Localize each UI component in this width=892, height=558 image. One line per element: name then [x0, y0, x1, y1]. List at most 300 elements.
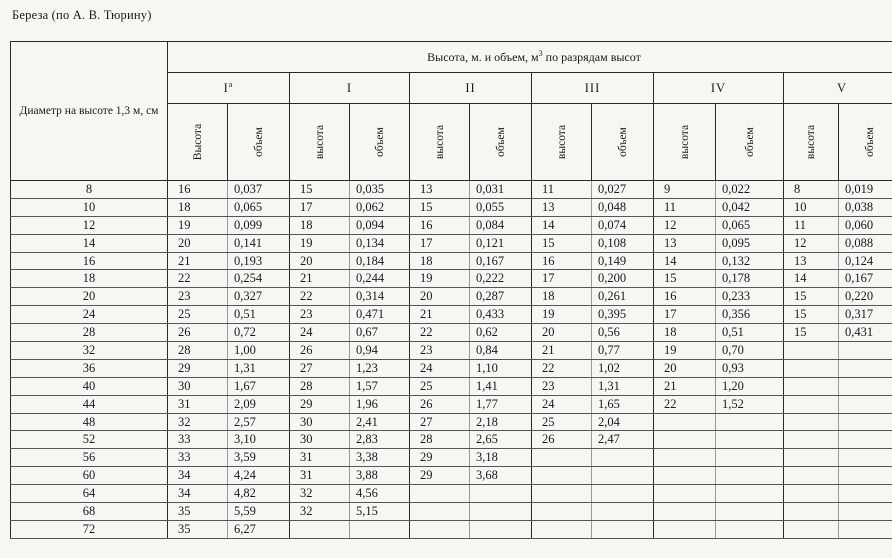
volume-cell: 0,222: [470, 270, 532, 288]
volume-cell: 1,96: [350, 395, 410, 413]
volume-cell: 1,10: [470, 359, 532, 377]
volume-cell: [839, 520, 892, 538]
volume-cell: 0,233: [716, 288, 784, 306]
table-row: [11, 467, 892, 485]
diameter-cell: 12: [11, 216, 168, 234]
volume-cell: 4,24: [228, 467, 290, 485]
height-cell: 25: [410, 377, 470, 395]
volume-cell: 0,048: [592, 198, 654, 216]
height-volume-header: Высота, м. и объем, $м^3$ по разрядам высот: [168, 42, 892, 73]
height-cell: [654, 431, 716, 449]
height-cell: 32: [290, 485, 350, 503]
volume-cell: 5,15: [350, 503, 410, 521]
table-row: [11, 413, 892, 431]
height-cell: [410, 485, 470, 503]
volume-cell: [839, 395, 892, 413]
diameter-cell: 18: [11, 270, 168, 288]
volume-subheader: объем: [470, 104, 532, 181]
volume-cell: [470, 485, 532, 503]
volume-cell: 0,327: [228, 288, 290, 306]
height-cell: 21: [410, 306, 470, 324]
height-cell: 20: [532, 324, 592, 342]
volume-cell: 1,77: [470, 395, 532, 413]
volume-cell: [716, 520, 784, 538]
table-row: [11, 270, 892, 288]
height-cell: 13: [532, 198, 592, 216]
height-cell: [654, 449, 716, 467]
volume-cell: 0,065: [716, 216, 784, 234]
height-cell: 20: [290, 252, 350, 270]
height-cell: 18: [654, 324, 716, 342]
height-cell: 28: [410, 431, 470, 449]
volume-cell: [592, 449, 654, 467]
volume-cell: 0,099: [228, 216, 290, 234]
height-cell: [784, 395, 839, 413]
volume-cell: 0,084: [470, 216, 532, 234]
diameter-cell: 68: [11, 503, 168, 521]
height-cell: 20: [654, 359, 716, 377]
table-row: [11, 252, 892, 270]
height-cell: 19: [410, 270, 470, 288]
height-cell: [654, 485, 716, 503]
volume-cell: 0,121: [470, 234, 532, 252]
volume-cell: 0,134: [350, 234, 410, 252]
volume-cell: 1,31: [228, 359, 290, 377]
volume-cell: 0,037: [228, 181, 290, 199]
height-class-header: III: [532, 73, 654, 104]
volume-cell: [716, 467, 784, 485]
volume-cell: 0,095: [716, 234, 784, 252]
volume-cell: [716, 485, 784, 503]
volume-subheader: объем: [839, 104, 892, 181]
diameter-cell: 64: [11, 485, 168, 503]
volume-subheader: объем: [592, 104, 654, 181]
volume-cell: [470, 503, 532, 521]
height-cell: [532, 520, 592, 538]
height-cell: 20: [410, 288, 470, 306]
volume-cell: 0,193: [228, 252, 290, 270]
diameter-cell: 60: [11, 467, 168, 485]
volume-cell: 0,94: [350, 342, 410, 360]
height-cell: 18: [168, 198, 228, 216]
volume-cell: 6,27: [228, 520, 290, 538]
height-cell: 23: [532, 377, 592, 395]
volume-cell: 0,060: [839, 216, 892, 234]
height-cell: 16: [410, 216, 470, 234]
height-class-header: II: [410, 73, 532, 104]
table-row: [11, 431, 892, 449]
height-cell: 15: [654, 270, 716, 288]
height-cell: 22: [290, 288, 350, 306]
diameter-cell: 24: [11, 306, 168, 324]
volume-cell: [716, 503, 784, 521]
height-cell: 15: [290, 181, 350, 199]
height-cell: 20: [168, 234, 228, 252]
volume-cell: 0,93: [716, 359, 784, 377]
height-cell: 21: [290, 270, 350, 288]
height-cell: 19: [168, 216, 228, 234]
diameter-cell: 8: [11, 181, 168, 199]
height-cell: 15: [784, 288, 839, 306]
volume-cell: [716, 449, 784, 467]
volume-cell: 1,41: [470, 377, 532, 395]
height-cell: 14: [532, 216, 592, 234]
volume-cell: [839, 342, 892, 360]
height-cell: 30: [290, 431, 350, 449]
volume-cell: 1,00: [228, 342, 290, 360]
volume-cell: 0,77: [592, 342, 654, 360]
volume-cell: 2,09: [228, 395, 290, 413]
volume-cell: 3,59: [228, 449, 290, 467]
height-cell: 22: [168, 270, 228, 288]
volume-cell: 0,287: [470, 288, 532, 306]
height-cell: [784, 377, 839, 395]
height-cell: 18: [532, 288, 592, 306]
birch-volume-table: [10, 41, 892, 539]
height-cell: 13: [410, 181, 470, 199]
volume-cell: 0,51: [716, 324, 784, 342]
height-cell: 16: [168, 181, 228, 199]
height-cell: 28: [290, 377, 350, 395]
height-cell: 23: [168, 288, 228, 306]
height-cell: 16: [532, 252, 592, 270]
volume-cell: 0,51: [228, 306, 290, 324]
height-cell: 25: [168, 306, 228, 324]
volume-cell: 1,52: [716, 395, 784, 413]
volume-cell: 4,56: [350, 485, 410, 503]
volume-cell: 1,57: [350, 377, 410, 395]
height-cell: 26: [290, 342, 350, 360]
height-cell: 34: [168, 485, 228, 503]
volume-cell: 3,68: [470, 467, 532, 485]
height-cell: 28: [168, 342, 228, 360]
height-cell: 35: [168, 520, 228, 538]
volume-cell: [716, 413, 784, 431]
volume-cell: [839, 431, 892, 449]
volume-cell: 0,035: [350, 181, 410, 199]
height-cell: 22: [410, 324, 470, 342]
volume-cell: 0,065: [228, 198, 290, 216]
table-row: [11, 503, 892, 521]
height-cell: [784, 413, 839, 431]
height-cell: 30: [290, 413, 350, 431]
diameter-cell: 16: [11, 252, 168, 270]
height-cell: 25: [532, 413, 592, 431]
height-cell: 13: [784, 252, 839, 270]
height-class-header: I: [290, 73, 410, 104]
height-cell: 31: [290, 467, 350, 485]
page-title: Береза (по А. В. Тюрину): [12, 8, 152, 22]
height-cell: [784, 431, 839, 449]
height-cell: [784, 359, 839, 377]
height-cell: [532, 485, 592, 503]
diameter-cell: 10: [11, 198, 168, 216]
height-cell: 17: [654, 306, 716, 324]
volume-cell: [839, 413, 892, 431]
height-cell: 26: [410, 395, 470, 413]
volume-cell: 2,57: [228, 413, 290, 431]
height-cell: 17: [532, 270, 592, 288]
height-subheader: высота: [410, 104, 470, 181]
height-subheader: Высота: [168, 104, 228, 181]
volume-cell: 3,18: [470, 449, 532, 467]
height-cell: [410, 520, 470, 538]
volume-subheader: объем: [716, 104, 784, 181]
height-cell: [784, 449, 839, 467]
volume-cell: 2,47: [592, 431, 654, 449]
volume-cell: 1,02: [592, 359, 654, 377]
height-cell: 35: [168, 503, 228, 521]
height-cell: 17: [410, 234, 470, 252]
table-row: [11, 324, 892, 342]
volume-cell: 0,200: [592, 270, 654, 288]
volume-cell: [839, 359, 892, 377]
table-row: [11, 181, 892, 199]
volume-cell: 4,82: [228, 485, 290, 503]
height-cell: 15: [784, 306, 839, 324]
diameter-cell: 14: [11, 234, 168, 252]
diameter-cell: 40: [11, 377, 168, 395]
height-cell: [784, 467, 839, 485]
height-cell: 26: [532, 431, 592, 449]
height-cell: 26: [168, 324, 228, 342]
height-cell: 23: [290, 306, 350, 324]
table-row: [11, 377, 892, 395]
height-cell: 31: [290, 449, 350, 467]
volume-cell: 0,261: [592, 288, 654, 306]
height-cell: 34: [168, 467, 228, 485]
volume-cell: 0,244: [350, 270, 410, 288]
height-subheader: высота: [532, 104, 592, 181]
volume-cell: 0,72: [228, 324, 290, 342]
volume-cell: 0,317: [839, 306, 892, 324]
height-cell: 27: [290, 359, 350, 377]
height-cell: 21: [532, 342, 592, 360]
height-cell: [654, 467, 716, 485]
table-row: [11, 520, 892, 538]
volume-cell: 0,471: [350, 306, 410, 324]
volume-cell: 1,20: [716, 377, 784, 395]
height-cell: 11: [654, 198, 716, 216]
height-subheader: высота: [654, 104, 716, 181]
height-cell: 11: [532, 181, 592, 199]
diameter-cell: 44: [11, 395, 168, 413]
volume-cell: 0,254: [228, 270, 290, 288]
height-cell: 21: [168, 252, 228, 270]
height-cell: [784, 503, 839, 521]
volume-cell: 0,167: [839, 270, 892, 288]
volume-cell: 0,356: [716, 306, 784, 324]
height-cell: 12: [654, 216, 716, 234]
volume-cell: 0,042: [716, 198, 784, 216]
diameter-cell: 32: [11, 342, 168, 360]
height-cell: 24: [290, 324, 350, 342]
volume-cell: 2,18: [470, 413, 532, 431]
volume-cell: 2,41: [350, 413, 410, 431]
height-cell: 32: [290, 503, 350, 521]
height-cell: 15: [532, 234, 592, 252]
volume-cell: 0,167: [470, 252, 532, 270]
volume-cell: [592, 467, 654, 485]
height-cell: 14: [784, 270, 839, 288]
volume-cell: 1,31: [592, 377, 654, 395]
volume-cell: 3,10: [228, 431, 290, 449]
height-cell: 29: [168, 359, 228, 377]
volume-cell: 0,124: [839, 252, 892, 270]
volume-cell: 0,019: [839, 181, 892, 199]
height-cell: 24: [532, 395, 592, 413]
height-cell: 33: [168, 449, 228, 467]
volume-cell: 0,314: [350, 288, 410, 306]
height-cell: 32: [168, 413, 228, 431]
volume-cell: 0,395: [592, 306, 654, 324]
volume-cell: 0,149: [592, 252, 654, 270]
height-cell: 19: [654, 342, 716, 360]
height-cell: 18: [290, 216, 350, 234]
table-row: [11, 216, 892, 234]
height-cell: 15: [410, 198, 470, 216]
volume-subheader: объем: [228, 104, 290, 181]
height-cell: 33: [168, 431, 228, 449]
height-subheader: высота: [784, 104, 839, 181]
volume-cell: [470, 520, 532, 538]
volume-cell: 0,178: [716, 270, 784, 288]
height-cell: 19: [290, 234, 350, 252]
table-row: [11, 234, 892, 252]
volume-cell: 0,027: [592, 181, 654, 199]
height-subheader: высота: [290, 104, 350, 181]
height-cell: 16: [654, 288, 716, 306]
table-row: [11, 342, 892, 360]
height-cell: 8: [784, 181, 839, 199]
height-cell: 31: [168, 395, 228, 413]
height-cell: 15: [784, 324, 839, 342]
volume-cell: 1,23: [350, 359, 410, 377]
table-row: [11, 198, 892, 216]
volume-cell: 3,38: [350, 449, 410, 467]
table-row: [11, 395, 892, 413]
volume-cell: 2,65: [470, 431, 532, 449]
height-cell: [784, 485, 839, 503]
height-cell: 22: [532, 359, 592, 377]
diameter-cell: 72: [11, 520, 168, 538]
height-cell: 24: [410, 359, 470, 377]
height-cell: 12: [784, 234, 839, 252]
volume-cell: 2,83: [350, 431, 410, 449]
diameter-cell: 28: [11, 324, 168, 342]
volume-cell: 2,04: [592, 413, 654, 431]
volume-cell: 0,184: [350, 252, 410, 270]
table-row: [11, 449, 892, 467]
table-row: [11, 306, 892, 324]
volume-cell: [839, 485, 892, 503]
volume-cell: 0,84: [470, 342, 532, 360]
height-cell: 22: [654, 395, 716, 413]
height-cell: 11: [784, 216, 839, 234]
height-cell: 30: [168, 377, 228, 395]
diameter-header: Диаметр на высоте 1,3 м, см: [11, 42, 168, 181]
table-row: [11, 359, 892, 377]
height-cell: [410, 503, 470, 521]
height-cell: 10: [784, 198, 839, 216]
volume-cell: 0,132: [716, 252, 784, 270]
height-cell: [654, 520, 716, 538]
diameter-cell: 20: [11, 288, 168, 306]
diameter-cell: 56: [11, 449, 168, 467]
volume-cell: 0,038: [839, 198, 892, 216]
height-cell: 29: [290, 395, 350, 413]
height-cell: 27: [410, 413, 470, 431]
volume-cell: 0,220: [839, 288, 892, 306]
volume-cell: [592, 503, 654, 521]
height-cell: 9: [654, 181, 716, 199]
volume-cell: 1,67: [228, 377, 290, 395]
height-cell: [532, 467, 592, 485]
height-cell: [654, 413, 716, 431]
volume-cell: 0,433: [470, 306, 532, 324]
height-cell: [290, 520, 350, 538]
height-class-header: V: [784, 73, 892, 104]
volume-cell: 0,094: [350, 216, 410, 234]
volume-cell: 0,56: [592, 324, 654, 342]
height-class-header: IV: [654, 73, 784, 104]
height-cell: 19: [532, 306, 592, 324]
height-cell: 17: [290, 198, 350, 216]
volume-cell: 0,088: [839, 234, 892, 252]
volume-cell: 0,70: [716, 342, 784, 360]
height-cell: [784, 520, 839, 538]
volume-cell: 1,65: [592, 395, 654, 413]
volume-cell: 0,031: [470, 181, 532, 199]
height-cell: 29: [410, 467, 470, 485]
height-cell: [532, 503, 592, 521]
volume-cell: 3,88: [350, 467, 410, 485]
diameter-cell: 48: [11, 413, 168, 431]
volume-cell: [839, 449, 892, 467]
height-cell: [532, 449, 592, 467]
diameter-cell: 36: [11, 359, 168, 377]
height-cell: 29: [410, 449, 470, 467]
volume-cell: 0,62: [470, 324, 532, 342]
volume-subheader: объем: [350, 104, 410, 181]
volume-cell: 0,062: [350, 198, 410, 216]
volume-cell: 0,108: [592, 234, 654, 252]
volume-cell: 0,141: [228, 234, 290, 252]
volume-cell: 0,67: [350, 324, 410, 342]
volume-cell: 0,074: [592, 216, 654, 234]
volume-cell: [592, 520, 654, 538]
volume-cell: 0,055: [470, 198, 532, 216]
volume-cell: [839, 377, 892, 395]
height-cell: 13: [654, 234, 716, 252]
height-cell: 23: [410, 342, 470, 360]
height-cell: 14: [654, 252, 716, 270]
volume-cell: [839, 503, 892, 521]
volume-cell: 5,59: [228, 503, 290, 521]
volume-cell: 0,022: [716, 181, 784, 199]
height-cell: 18: [410, 252, 470, 270]
diameter-cell: 52: [11, 431, 168, 449]
volume-cell: 0,431: [839, 324, 892, 342]
volume-cell: [716, 431, 784, 449]
height-cell: 21: [654, 377, 716, 395]
height-cell: [654, 503, 716, 521]
height-class-header: $I^а$: [168, 73, 290, 104]
volume-cell: [839, 467, 892, 485]
height-cell: [784, 342, 839, 360]
table-row: [11, 288, 892, 306]
table-row: [11, 485, 892, 503]
